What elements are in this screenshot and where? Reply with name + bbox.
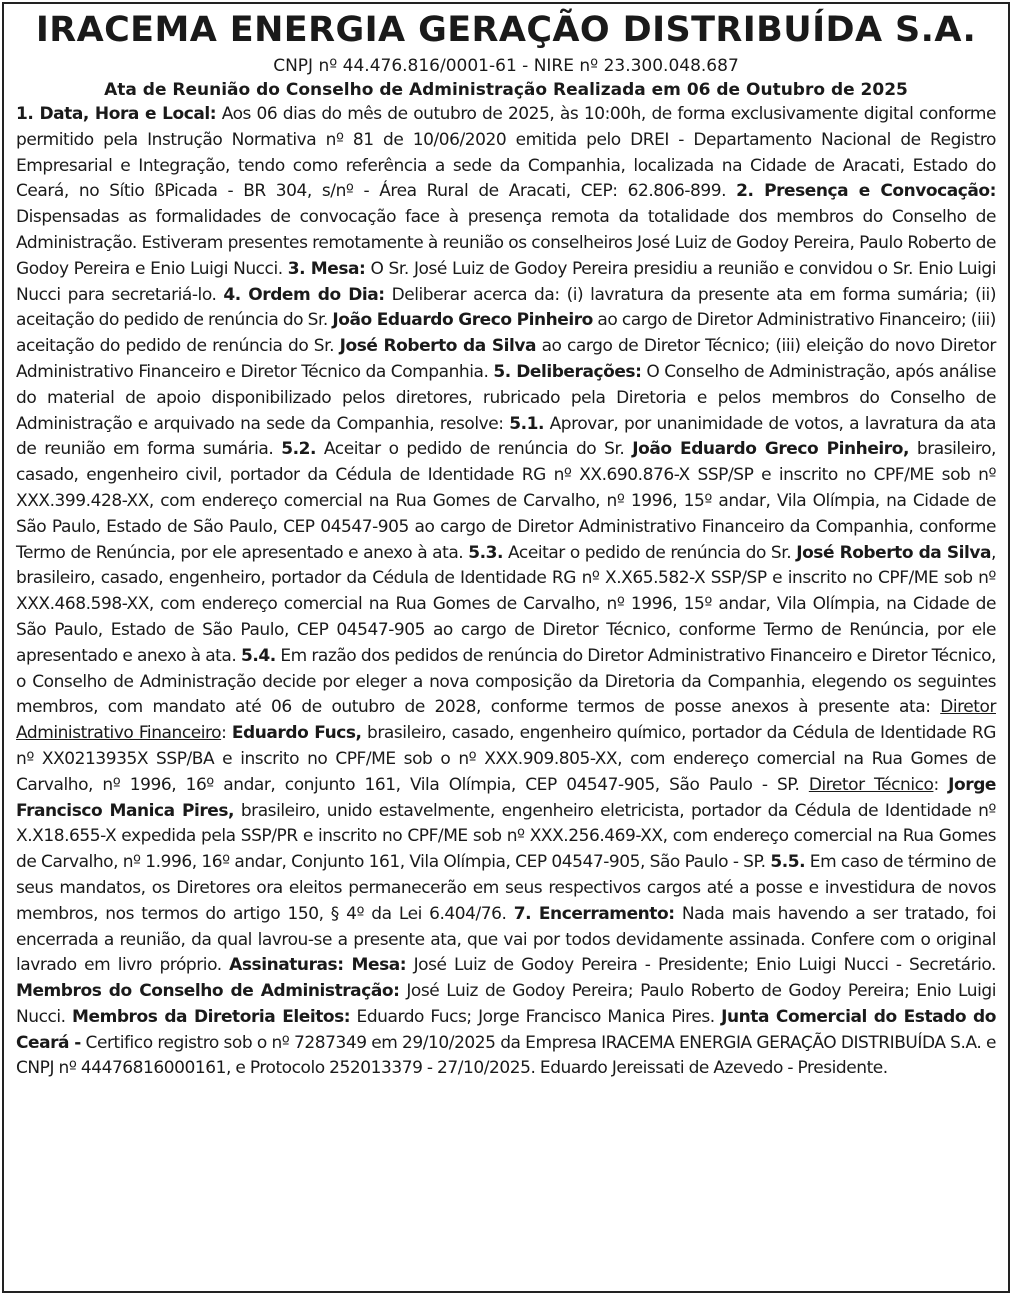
body-text-run: José Luiz de Godoy Pereira - Presidente; Enio Luigi Nucci - Secretário. [406,955,996,976]
body-bold-run: João Eduardo Greco Pinheiro [332,310,593,331]
body-text-run: brasileiro, casado, engenheiro civil, portador da Cédula de Identidade RG nº XX.690.876-X SSP/SP e inscrito no CPF/ME sob nº XXX.399.428-XX, com endereço comercial na Rua Gomes de Carvalho, nº 1996, 15º andar, Vila Olímpia, na Cidade de São Paulo, Estado de São Paulo, CEP 04547-905 ao cargo de Diretor Administrativo Financeiro da Companhia, conforme Termo de Renúncia, por ele apresentado e anexo à ata. [16,439,997,563]
company-title: IRACEMA ENERGIA GERAÇÃO DISTRIBUÍDA S.A. [35,10,977,50]
body-bold-run: Eduardo Fucs, [231,723,362,744]
body-text-run: ao cargo de Diretor Técnico; (iii) eleição do novo Diretor Administrativo Financeiro e Diretor Técnico da Companhia. [16,336,996,382]
body-text-run: Aceitar o pedido de renúncia do Sr. [503,542,797,563]
body-bold-run: Membros da Diretoria Eleitos: [72,1006,351,1027]
meeting-subtitle: Ata de Reunião do Conselho de Administração Realizada em 06 de Outubro de 2025 [104,80,908,100]
body-text-run: Aprovar, por unanimidade de votos, a lavratura da ata de reunião em forma sumária. [16,413,996,460]
body-bold-run: 5.3. [468,542,504,563]
body-text-run: Nada mais havendo a ser tratado, foi encerrada a reunião, da qual lavrou-se a presente ata, que vai por todos devidamente assinada. Confere com o original lavrado em livro próprio. [16,903,996,976]
body-text-run: Em caso de término de seus mandatos, os Diretores ora eleitos permanecerão em seus respectivos cargos até a posse e investidura de novos membros, nos termos do artigo 150, § 4º da Lei 6.404/76. [16,852,997,924]
registration-ids: CNPJ nº 44.476.816/0001-61 - NIRE nº 23.300.048.687 [273,56,739,76]
body-bold-run: 5.2. [281,439,317,460]
body-bold-run: João Eduardo Greco Pinheiro, [632,439,909,460]
body-bold-run: Assinaturas: Mesa: [229,955,407,976]
body-bold-run: 2. Presença e Convocação: [736,181,996,202]
body-underlined-run: Diretor Administrativo Financeiro [16,697,996,744]
body-text-run: Eduardo Fucs; Jorge Francisco Manica Pires. [350,1006,722,1027]
body-bold-run: Jorge Francisco Manica Pires, [16,774,996,821]
body-bold-run: 5. Deliberações: [493,361,642,382]
body-text-run: : [221,723,232,744]
body-text-run: O Conselho de Administração, após análise do material de apoio disponibilizado pelos diretores, rubricado pela Diretoria e pelos membros do Conselho de Administração e arquivado na sede da Companhia, resolve: [16,361,996,434]
body-bold-run: 5.1. [509,413,544,434]
body-bold-run: Junta Comercial do Estado do Ceará - [16,1006,997,1053]
body-text-run: Aceitar o pedido de renúncia do Sr. [316,439,633,460]
body-text-run: brasileiro, casado, engenheiro químico, portador da Cédula de Identidade RG nº XX0213935X SSP/BA e inscrito no CPF/ME sob o nº XXX.909.805-XX, com endereço comercial na Rua Gomes de Carvalho, nº 1996, 16º andar, conjunto 161, Vila Olímpia, CEP 04547-905, São Paulo - SP. [16,723,996,795]
body-bold-run: José Roberto da Silva [339,336,537,357]
body-text-run: O Sr. José Luiz de Godoy Pereira presidiu a reunião e convidou o Sr. Enio Luigi Nucci para secretariá-lo. [16,258,996,305]
body-bold-run: 3. Mesa: [287,258,366,279]
body-text-run: brasileiro, unido estavelmente, engenheiro eletricista, portador da Cédula de Identidade nº X.X18.655-X expedida pela SSP/PR e inscrito no CPF/ME sob nº XXX.256.469-XX, com endereço comercial na Rua Gomes de Carvalho, nº 1.996, 16º andar, Conjunto 161, Vila Olímpia, CEP 04547-905, São Paulo - SP. [16,800,996,873]
body-text-run: Em razão dos pedidos de renúncia do Diretor Administrativo Financeiro e Diretor Técnico, o Conselho de Administração decide por eleger a nova composição da Diretoria da Companhia, elegendo os seguintes membros, com mandato até 06 de outubro de 2028, conforme termos de posse anexos à presente ata: [16,645,997,718]
body-text-run: Dispensadas as formalidades de convocação face à presença remota da totalidade dos membros do Conselho de Administração. Estiveram presentes remotamente à reunião os conselheiros José Luiz de Godoy Pereira, Paulo Roberto de Godoy Pereira e Enio Luigi Nucci. [16,207,996,279]
document-frame [2,2,1010,1293]
body-text-run: ao cargo de Diretor Administrativo Financeiro; (iii) aceitação do pedido de renúncia do Sr. [16,310,996,357]
body-text-run: José Luiz de Godoy Pereira; Paulo Roberto de Godoy Pereira; Enio Luigi Nucci. [16,981,996,1027]
body-bold-run: 4. Ordem do Dia: [223,284,385,305]
body-bold-run: Membros do Conselho de Administração: [16,981,400,1002]
body-bold-run: 7. Encerramento: [513,903,675,924]
body-underlined-run: Diretor Técnico [808,774,934,795]
body-bold-run: 1. Data, Hora e Local: [16,104,217,124]
body-text-run: , brasileiro, casado, engenheiro, portador da Cédula de Identidade RG nº X.X65.582-X SSP/SP e inscrito no CPF/ME sob nº XXX.468.598-XX, com endereço comercial na Rua Gomes de Carvalho, nº 1996, 15º andar, Vila Olímpia, na Cidade de São Paulo, Estado de São Paulo, CEP 04547-905 ao cargo de Diretor Técnico, conforme Termo de Renúncia, por ele apresentado e anexo à ata. [16,542,997,666]
body-bold-run: José Roberto da Silva [796,542,992,563]
minutes-body [16,102,996,1082]
body-text-run: Aos 06 dias do mês de outubro de 2025, às 10:00h, de forma exclusivamente digital conforme permitido pela Instrução Normativa nº 81 de 10/06/2020 emitida pelo DREI - Departamento Nacional de Registro Empresarial e Integração, tendo como referência a sede da Companhia, localizada na Cidade de Aracati, Estado do Ceará, no Sítio ßPicada - BR 304, s/nº - Área Rural de Aracati, CEP: 62.806-899. [16,104,996,202]
body-text-run: Certifico registro sob o nº 7287349 em 29/10/2025 da Empresa IRACEMA ENERGIA GERAÇÃO DISTRIBUÍDA S.A. e CNPJ nº 44476816000161, e Protocolo 252013379 - 27/10/2025. Eduardo Jereissati de Azevedo - Presidente. [16,1032,996,1079]
body-bold-run: 5.4. [240,645,276,666]
body-text-run: : [933,774,949,795]
body-bold-run: 5.5. [770,852,806,873]
body-text-run: Deliberar acerca da: (i) lavratura da presente ata em forma sumária; (ii) aceitação do pedido de renúncia do Sr. [16,284,996,331]
